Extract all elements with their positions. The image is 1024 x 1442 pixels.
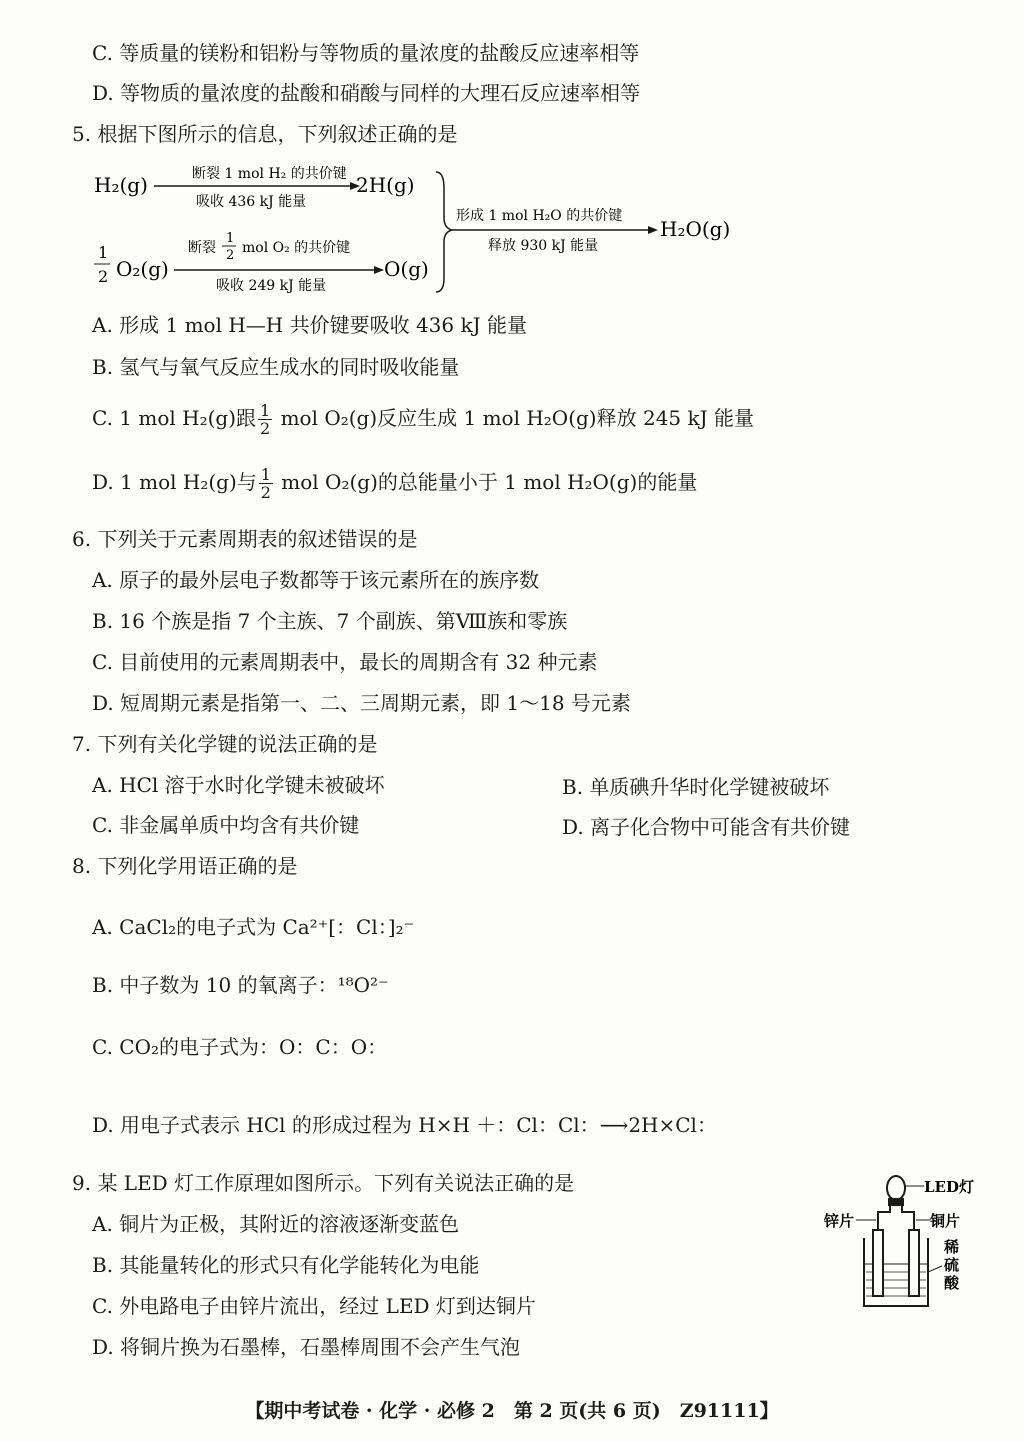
diag-o2-break-post: mol O₂ 的共价键	[242, 240, 351, 256]
q5-c-frac: $\frac{1}{2}$	[260, 401, 271, 438]
q9-option-b: B. 其能量转化的形式只有化学能转化为电能	[92, 1253, 480, 1277]
q7-option-c: C. 非金属单质中均含有共价键	[92, 813, 360, 837]
q6-option-b: B. 16 个族是指 7 个主族、7 个副族、第Ⅷ族和零族	[92, 609, 568, 633]
led-label: LED灯	[924, 1178, 974, 1196]
q7-stem: 7. 下列有关化学键的说法正确的是	[72, 732, 378, 756]
diag-o2: O₂(g)	[116, 257, 169, 281]
diag-o2-break-num: 1	[226, 231, 235, 246]
q6-stem: 6. 下列关于元素周期表的叙述错误的是	[72, 527, 418, 551]
led-cell-figure	[820, 1168, 980, 1318]
q4-option-c: C. 等质量的镁粉和铝粉与等物质的量浓度的盐酸反应速率相等	[92, 41, 640, 65]
copper-label: 铜片	[930, 1212, 961, 1230]
acid-label-1: 稀	[944, 1238, 960, 1256]
q9-stem: 9. 某 LED 灯工作原理如图所示。下列有关说法正确的是	[72, 1171, 575, 1195]
q5-stem: 5. 根据下图所示的信息，下列叙述正确的是	[72, 122, 458, 146]
q6-option-a: A. 原子的最外层电子数都等于该元素所在的族序数	[92, 568, 540, 592]
q7-option-d: D. 离子化合物中可能含有共价键	[562, 815, 851, 839]
q5-d-frac: $\frac{1}{2}$	[260, 465, 271, 502]
diag-form: 形成 1 mol H₂O 的共价键	[456, 208, 623, 224]
q9-option-d: D. 将铜片换为石墨棒，石墨棒周围不会产生气泡	[92, 1335, 521, 1359]
q6-option-d: D. 短周期元素是指第一、二、三周期元素，即 1～18 号元素	[92, 691, 631, 715]
q5-c-post: mol O₂(g)反应生成 1 mol H₂O(g)释放 245 kJ 能量	[280, 406, 754, 430]
q5-energy-diagram	[88, 158, 768, 298]
diag-o2-absorb: 吸收 249 kJ 能量	[216, 278, 327, 294]
acid-label-3: 酸	[944, 1274, 960, 1292]
acid-label-2: 硫	[944, 1256, 960, 1274]
q8-option-d: D. 用电子式表示 HCl 的形成过程为 H×H ＋：Cl：Cl：⟶2H×Cl：	[92, 1113, 717, 1137]
q9-option-a: A. 铜片为正极，其附近的溶液逐渐变蓝色	[92, 1212, 460, 1236]
page-footer: 【期中考试卷 · 化学 · 必修 2 第 2 页(共 6 页) Z91111】	[245, 1400, 779, 1422]
diag-h2-break: 断裂 1 mol H₂ 的共价键	[192, 166, 347, 182]
q8-option-b: B. 中子数为 10 的氧离子：¹⁸O²⁻	[92, 973, 389, 997]
q7-option-b: B. 单质碘升华时化学键被破坏	[562, 775, 830, 799]
q5-c-pre: C. 1 mol H₂(g)跟	[92, 406, 257, 430]
q7-option-a: A. HCl 溶于水时化学键未被破坏	[92, 773, 385, 797]
q8-stem: 8. 下列化学用语正确的是	[72, 854, 298, 878]
diag-h2: H₂(g)	[94, 173, 148, 197]
zinc-label: 锌片	[824, 1212, 855, 1230]
q5-option-a: A. 形成 1 mol H—H 共价键要吸收 436 kJ 能量	[92, 313, 527, 337]
diag-o2-frac-num: 1	[98, 243, 109, 262]
q5-d-post: mol O₂(g)的总能量小于 1 mol H₂O(g)的能量	[281, 470, 698, 494]
diag-water: H₂O(g)	[660, 217, 731, 241]
diag-o2-break-den: 2	[226, 248, 235, 263]
q5-option-c	[92, 402, 754, 437]
diag-h2-absorb: 吸收 436 kJ 能量	[196, 194, 307, 210]
diag-o-atom: O(g)	[384, 257, 429, 281]
q5-option-d	[92, 466, 697, 501]
q5-option-b: B. 氢气与氧气反应生成水的同时吸收能量	[92, 355, 460, 379]
q4-option-d: D. 等物质的量浓度的盐酸和硝酸与同样的大理石反应速率相等	[92, 81, 641, 105]
q8-option-c: C. CO₂的电子式为：O：C：O：	[92, 1035, 388, 1059]
diag-2h: 2H(g)	[356, 173, 415, 197]
q9-option-c: C. 外电路电子由锌片流出，经过 LED 灯到达铜片	[92, 1294, 536, 1318]
q8-option-a: A. CaCl₂的电子式为 Ca²⁺[：Cl：]₂⁻	[92, 915, 415, 939]
diag-o2-break-pre: 断裂	[188, 240, 216, 256]
q5-d-pre: D. 1 mol H₂(g)与	[92, 470, 257, 494]
diag-o2-frac-den: 2	[98, 267, 109, 286]
q6-option-c: C. 目前使用的元素周期表中，最长的周期含有 32 种元素	[92, 650, 598, 674]
diag-release: 释放 930 kJ 能量	[488, 238, 599, 254]
